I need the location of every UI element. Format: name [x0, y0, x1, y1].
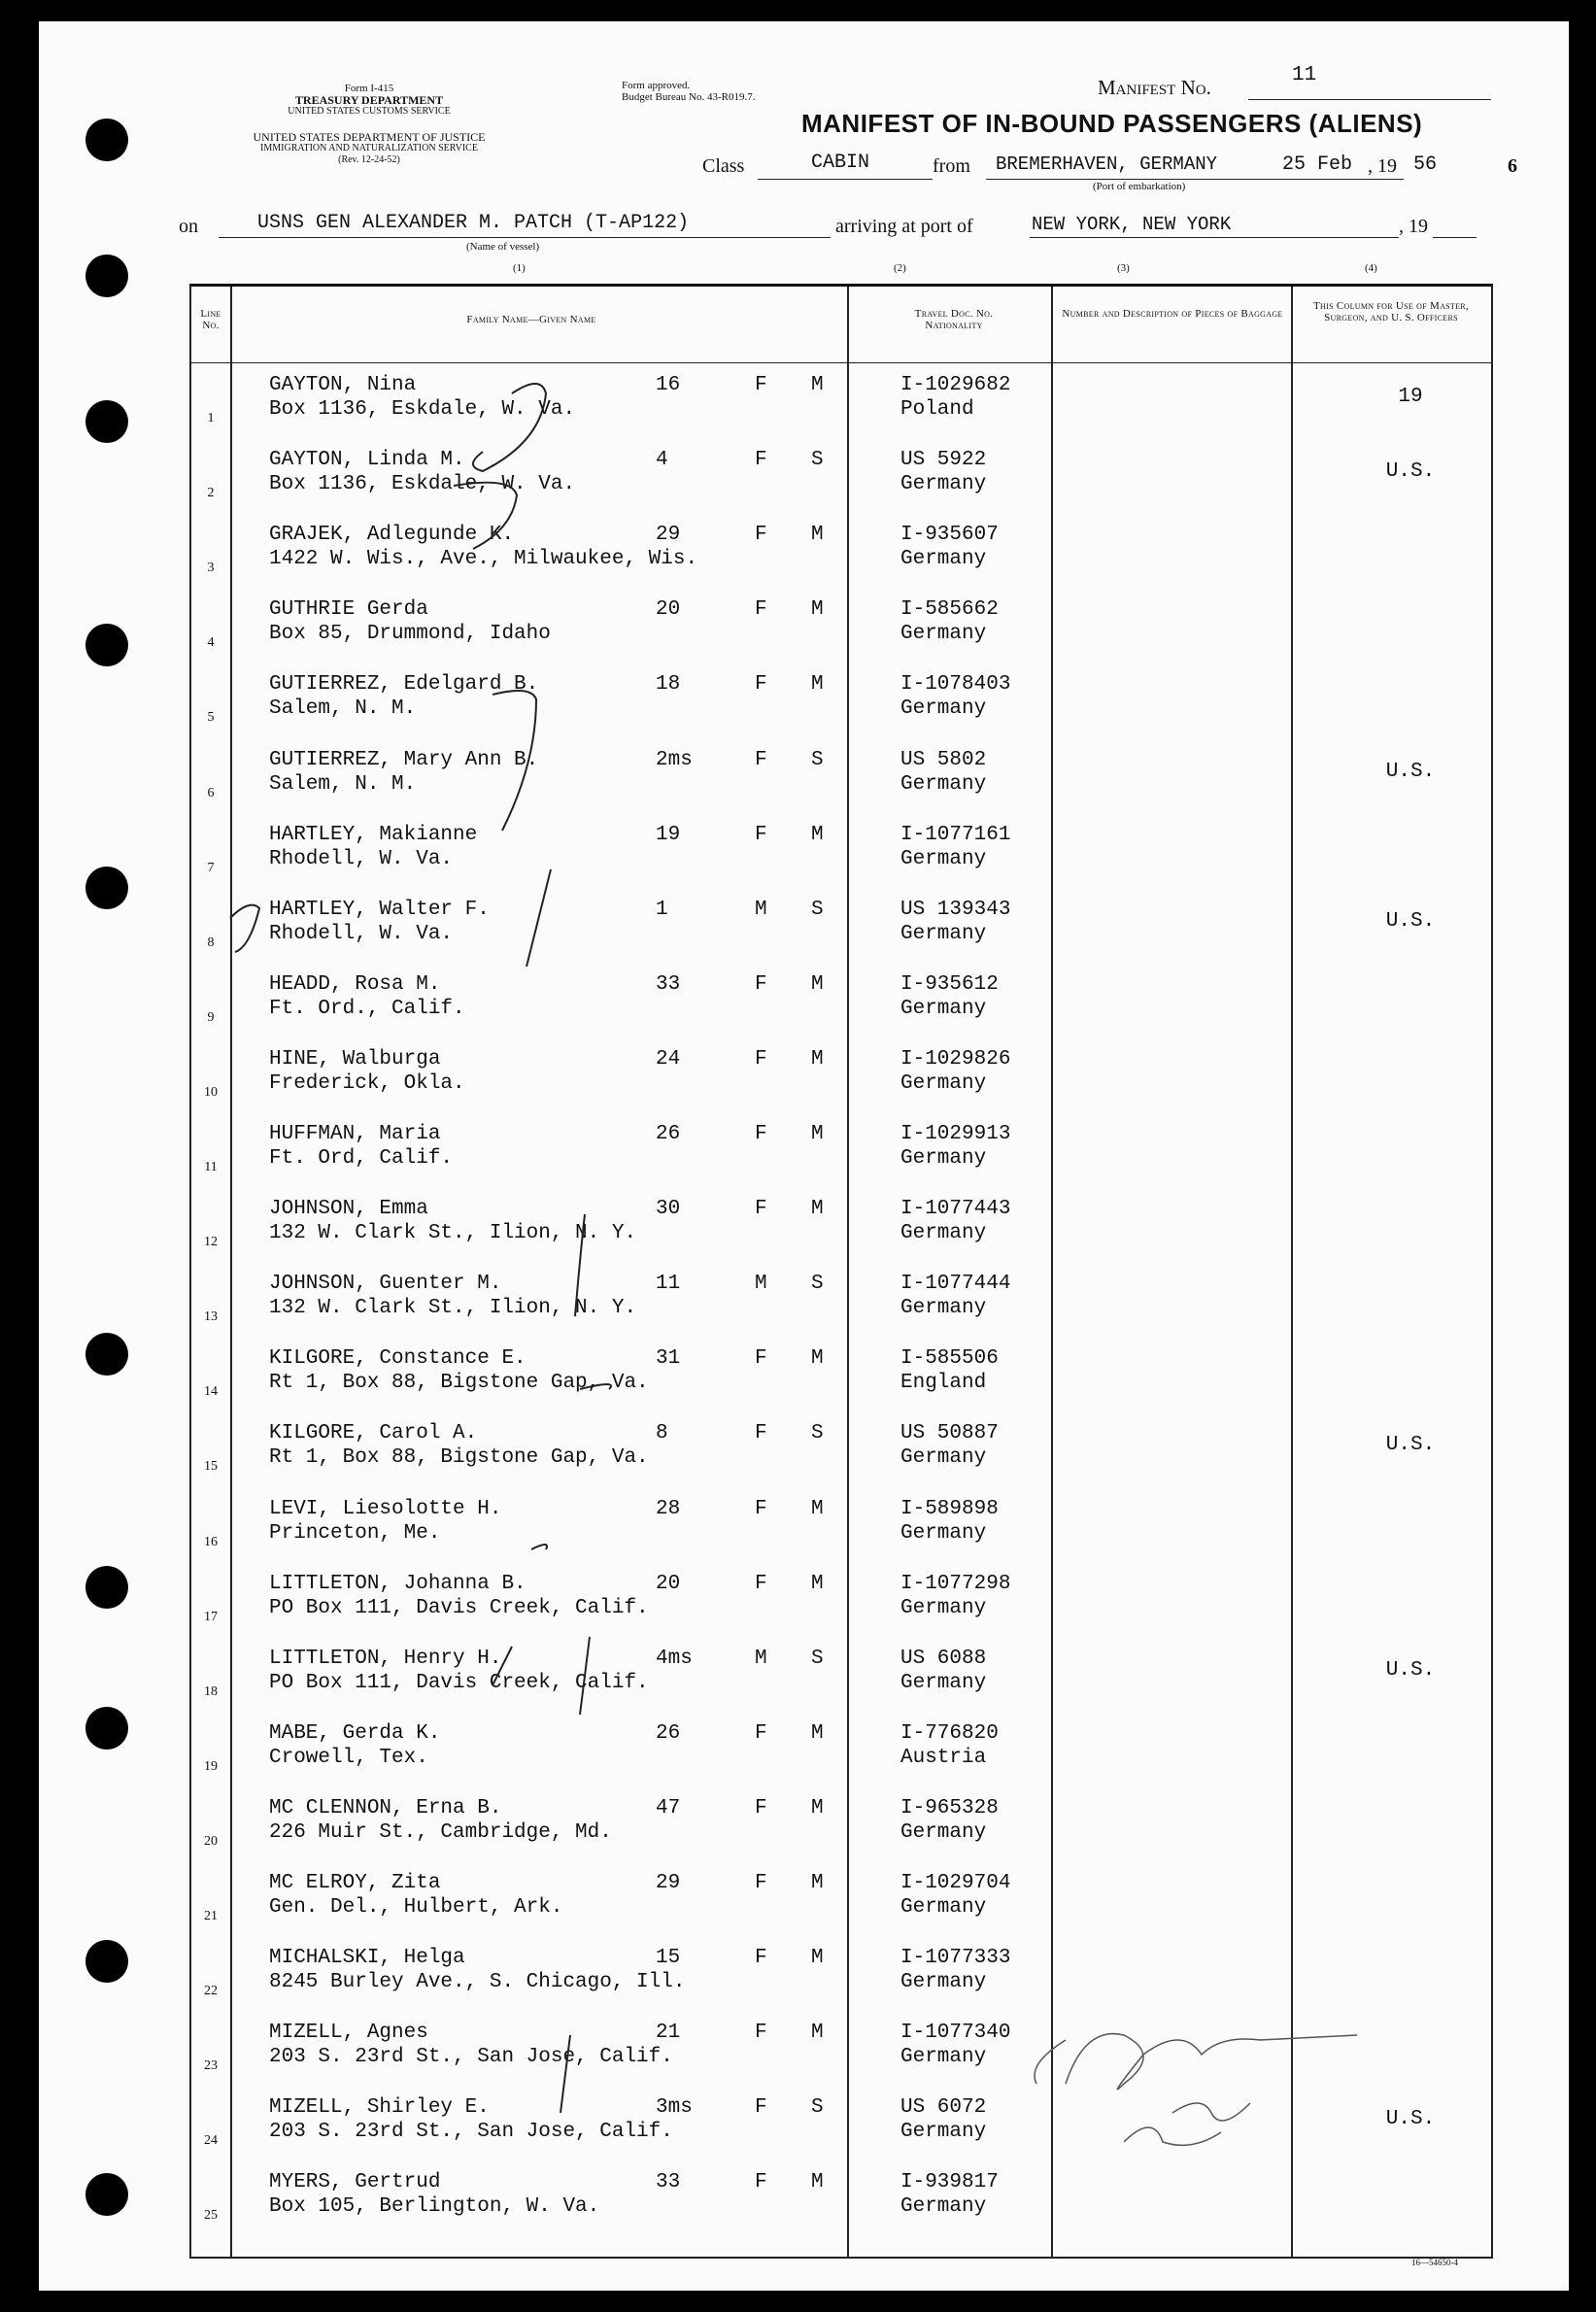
passenger-age: 3ms — [656, 2096, 693, 2120]
date-value: 25 Feb — [1282, 153, 1353, 176]
nationality: Germany — [900, 1147, 987, 1170]
table-row — [191, 1935, 1491, 2010]
passenger-marital-status: M — [811, 1198, 824, 1221]
line-number: 12 — [204, 1235, 218, 1250]
table-row — [191, 1261, 1491, 1336]
passenger-age: 47 — [656, 1796, 681, 1819]
passenger-sex: M — [755, 1647, 767, 1670]
punch-hole — [85, 400, 128, 443]
table-row — [191, 587, 1491, 662]
line-number: 19 — [204, 1758, 218, 1774]
nationality: Germany — [900, 1222, 987, 1245]
passenger-marital-status: M — [811, 823, 824, 846]
line-number: 13 — [204, 1309, 218, 1325]
passenger-age: 26 — [656, 1721, 681, 1745]
passenger-address: PO Box 111, Davis Creek, Calif. — [269, 1596, 649, 1619]
passenger-age: 21 — [656, 2022, 681, 2045]
revision-date: (Rev. 12-24-52) — [338, 154, 400, 165]
arriving-year-label: , 19 — [1399, 216, 1428, 237]
travel-doc-number: US 5922 — [900, 449, 987, 472]
nationality: Germany — [900, 548, 987, 571]
travel-doc-number: I-939817 — [900, 2171, 999, 2194]
line-number: 14 — [204, 1384, 218, 1400]
table-row — [191, 1785, 1491, 1860]
passenger-sex: F — [755, 374, 767, 396]
travel-doc-number: US 6072 — [900, 2096, 987, 2120]
travel-doc-number: US 139343 — [900, 898, 1011, 921]
arriving-line — [1030, 237, 1399, 238]
passenger-sex: F — [755, 524, 767, 547]
passenger-sex: F — [755, 673, 767, 697]
passenger-age: 33 — [656, 2171, 681, 2194]
passenger-sex: F — [755, 1198, 767, 1221]
table-row — [191, 962, 1491, 1037]
passenger-marital-status: S — [811, 2096, 824, 2120]
passenger-address: Rhodell, W. Va. — [269, 847, 454, 870]
passenger-age: 15 — [656, 1947, 681, 1970]
travel-doc-number: I-1077340 — [900, 2022, 1011, 2045]
passenger-sex: F — [755, 2022, 767, 2045]
justice-dept: UNITED STATES DEPARTMENT OF JUSTICE — [253, 130, 486, 144]
manifest-no-value: 11 — [1292, 64, 1317, 86]
travel-doc-number: I-1077333 — [900, 1947, 1011, 1970]
line-number: 21 — [204, 1909, 218, 1923]
customs-service: UNITED STATES CUSTOMS SERVICE — [288, 106, 451, 117]
print-code: 16—54650-4 — [1411, 2258, 1458, 2267]
passenger-name: LITTLETON, Johanna B. — [269, 1572, 526, 1595]
col-num-4: (4) — [1365, 262, 1377, 274]
table-row — [191, 1336, 1491, 1411]
passenger-name: GUTIERREZ, Mary Ann B. — [269, 748, 539, 771]
table-row — [191, 737, 1491, 812]
passenger-age: 30 — [656, 1198, 681, 1221]
passenger-age: 8 — [656, 1422, 668, 1445]
from-line — [986, 179, 1404, 180]
budget-bureau: Budget Bureau No. 43-R019.7. — [622, 91, 756, 103]
passenger-sex: F — [755, 1422, 767, 1445]
nationality: Germany — [900, 772, 987, 796]
passenger-address: Box 85, Drummond, Idaho — [269, 623, 551, 646]
travel-doc-number: I-1029682 — [900, 374, 1011, 396]
header-name: Family Name—Given Name — [466, 314, 596, 325]
table-row — [191, 1111, 1491, 1186]
passenger-sex: F — [755, 598, 767, 622]
passenger-marital-status: S — [811, 898, 824, 921]
nationality: Germany — [900, 623, 987, 646]
passenger-name: HUFFMAN, Maria — [269, 1123, 441, 1145]
passenger-address: Ft. Ord, Calif. — [269, 1147, 454, 1170]
line-number: 24 — [204, 2133, 218, 2149]
travel-doc-number: I-1077298 — [900, 1572, 1011, 1595]
passenger-address: PO Box 111, Davis Creek, Calif. — [269, 1671, 649, 1694]
nationality: Germany — [900, 1971, 987, 1994]
vessel-value: USNS GEN ALEXANDER M. PATCH (T-AP122) — [257, 212, 690, 234]
officer-note: U.S. — [1385, 460, 1436, 484]
line-number: 3 — [207, 561, 215, 576]
passenger-address: 132 W. Clark St., Ilion, N. Y. — [269, 1297, 637, 1320]
passenger-marital-status: M — [811, 524, 824, 547]
passenger-age: 11 — [656, 1273, 681, 1296]
travel-doc-number: I-1077444 — [900, 1273, 1011, 1296]
nationality: Germany — [900, 2195, 987, 2219]
passenger-age: 20 — [656, 598, 681, 622]
passenger-name: MC ELROY, Zita — [269, 1872, 441, 1894]
travel-doc-number: I-1029913 — [900, 1123, 1011, 1145]
passenger-sex: F — [755, 1347, 767, 1371]
travel-doc-number: I-935607 — [900, 524, 999, 547]
passenger-address: Ft. Ord., Calif. — [269, 997, 465, 1020]
nationality: Germany — [900, 1896, 987, 1919]
passenger-marital-status: S — [811, 1647, 824, 1670]
passenger-age: 26 — [656, 1123, 681, 1145]
passenger-address: Frederick, Okla. — [269, 1071, 465, 1095]
passenger-name: MYERS, Gertrud — [269, 2171, 441, 2194]
punch-hole — [85, 624, 128, 666]
nationality: Germany — [900, 997, 987, 1020]
passenger-sex: F — [755, 1572, 767, 1595]
table-row — [191, 812, 1491, 887]
passenger-name: GUTIERREZ, Edelgard B. — [269, 673, 539, 697]
passenger-name: KILGORE, Carol A. — [269, 1422, 478, 1445]
officer-note: U.S. — [1385, 1658, 1436, 1682]
passenger-address: Box 105, Berlington, W. Va. — [269, 2195, 600, 2219]
nationality: Germany — [900, 1596, 987, 1619]
officer-note: U.S. — [1385, 1434, 1436, 1457]
line-number: 8 — [207, 935, 215, 950]
line-number: 10 — [204, 1084, 218, 1100]
line-number: 7 — [207, 860, 215, 875]
table-row — [191, 2010, 1491, 2085]
port-embark-caption: (Port of embarkation) — [1093, 181, 1186, 192]
arriving-value: NEW YORK, NEW YORK — [1032, 214, 1232, 235]
passenger-marital-status: S — [811, 1422, 824, 1445]
vessel-line — [219, 237, 831, 238]
passenger-age: 29 — [656, 524, 681, 547]
passenger-marital-status: M — [811, 1572, 824, 1595]
passenger-name: JOHNSON, Emma — [269, 1198, 428, 1221]
line-number: 1 — [207, 411, 215, 425]
on-label: on — [179, 216, 198, 237]
passenger-age: 31 — [656, 1347, 681, 1371]
line-number: 23 — [204, 2058, 218, 2074]
page-title: MANIFEST OF IN-BOUND PASSENGERS (ALIENS) — [801, 109, 1423, 138]
table-row — [191, 662, 1491, 736]
passenger-address: Rt 1, Box 88, Bigstone Gap, Va. — [269, 1446, 649, 1470]
table-row — [191, 1411, 1491, 1485]
from-label: from — [933, 155, 970, 177]
passenger-name: HINE, Walburga — [269, 1047, 441, 1071]
passenger-age: 29 — [656, 1872, 681, 1894]
passenger-marital-status: S — [811, 449, 824, 472]
passenger-name: JOHNSON, Guenter M. — [269, 1273, 502, 1296]
passenger-name: MICHALSKI, Helga — [269, 1947, 465, 1970]
arriving-label: arriving at port of — [835, 216, 973, 237]
line-number: 5 — [207, 710, 215, 726]
passenger-marital-status: M — [811, 1497, 824, 1520]
punch-hole — [85, 119, 128, 161]
ins-service: IMMIGRATION AND NATURALIZATION SERVICE — [260, 143, 478, 153]
passenger-sex: F — [755, 1796, 767, 1819]
passenger-marital-status: M — [811, 1347, 824, 1371]
punch-hole — [85, 1707, 128, 1750]
line-number: 22 — [204, 1984, 218, 1999]
nationality: Germany — [900, 1820, 987, 1844]
class-line — [758, 179, 933, 180]
passenger-name: HEADD, Rosa M. — [269, 972, 441, 996]
punch-hole — [85, 1566, 128, 1609]
passenger-sex: M — [755, 1273, 767, 1296]
table-row — [191, 1636, 1491, 1711]
treasury-dept: TREASURY DEPARTMENT — [294, 93, 444, 107]
passenger-age: 24 — [656, 1047, 681, 1071]
passenger-name: GUTHRIE Gerda — [269, 598, 428, 622]
travel-doc-number: I-585662 — [900, 598, 999, 622]
passenger-name: MIZELL, Agnes — [269, 2022, 428, 2045]
passenger-age: 1 — [656, 898, 668, 921]
from-value: BREMERHAVEN, GERMANY — [996, 153, 1218, 175]
passenger-address: Crowell, Tex. — [269, 1746, 428, 1769]
passenger-sex: F — [755, 972, 767, 996]
passenger-address: 203 S. 23rd St., San Jose, Calif. — [269, 2046, 673, 2069]
table-row — [191, 1561, 1491, 1636]
nationality: Germany — [900, 1521, 987, 1545]
passenger-age: 18 — [656, 673, 681, 697]
passenger-address: 1422 W. Wis., Ave., Milwaukee, Wis. — [269, 548, 698, 571]
passenger-name: HARTLEY, Makianne — [269, 823, 478, 846]
passenger-marital-status: M — [811, 1047, 824, 1071]
passenger-sex: F — [755, 449, 767, 472]
nationality: Germany — [900, 2121, 987, 2144]
passenger-marital-status: M — [811, 1796, 824, 1819]
passenger-age: 28 — [656, 1497, 681, 1520]
passenger-sex: F — [755, 1872, 767, 1894]
class-value: CABIN — [811, 152, 870, 174]
table-row — [191, 1711, 1491, 1785]
passenger-address: Princeton, Me. — [269, 1521, 441, 1545]
passenger-address: 8245 Burley Ave., S. Chicago, Ill. — [269, 1971, 686, 1994]
passenger-address: Salem, N. M. — [269, 697, 417, 721]
table-row — [191, 437, 1491, 512]
line-number: 6 — [207, 785, 215, 800]
travel-doc-number: I-1029704 — [900, 1872, 1011, 1894]
passenger-sex: F — [755, 1497, 767, 1520]
line-number: 2 — [207, 486, 215, 501]
officer-note: U.S. — [1385, 760, 1436, 783]
passenger-marital-status: M — [811, 1123, 824, 1145]
punch-hole — [85, 1333, 128, 1376]
passenger-marital-status: M — [811, 1872, 824, 1894]
passenger-name: MABE, Gerda K. — [269, 1721, 441, 1745]
manifest-page — [39, 21, 1569, 2291]
line-number: 4 — [207, 635, 215, 651]
table-row — [191, 1860, 1491, 1935]
class-label: Class — [702, 155, 745, 177]
header-baggage: Number and Description of Pieces of Baggage — [1062, 308, 1283, 320]
col-num-3: (3) — [1117, 262, 1130, 274]
table-row — [191, 2085, 1491, 2159]
nationality: Germany — [900, 1446, 987, 1470]
nationality: Poland — [900, 398, 974, 421]
col-num-2: (2) — [894, 262, 906, 274]
nationality: Germany — [900, 697, 987, 721]
form-approved: Form approved. — [622, 80, 691, 91]
passenger-marital-status: M — [811, 1947, 824, 1970]
nationality: Austria — [900, 1746, 987, 1769]
passenger-address: 132 W. Clark St., Ilion, N. Y. — [269, 1222, 637, 1245]
nationality: Germany — [900, 847, 987, 870]
table-row — [191, 512, 1491, 587]
passenger-marital-status: M — [811, 374, 824, 396]
arriving-year-line — [1433, 237, 1477, 238]
passenger-age: 16 — [656, 374, 681, 396]
passenger-sex: F — [755, 1123, 767, 1145]
vessel-caption: (Name of vessel) — [466, 241, 540, 253]
table-row — [191, 887, 1491, 962]
nationality: Germany — [900, 1671, 987, 1694]
travel-doc-number: I-589898 — [900, 1497, 999, 1520]
passenger-sex: F — [755, 2096, 767, 2120]
passenger-age: 33 — [656, 972, 681, 996]
passenger-address: Salem, N. M. — [269, 772, 417, 796]
passenger-marital-status: M — [811, 972, 824, 996]
col-num-1: (1) — [513, 262, 526, 274]
passenger-address: 203 S. 23rd St., San Jose, Calif. — [269, 2121, 673, 2144]
officer-note: U.S. — [1385, 2108, 1436, 2131]
nationality: Germany — [900, 1071, 987, 1095]
passenger-sex: F — [755, 1721, 767, 1745]
passenger-name: KILGORE, Constance E. — [269, 1347, 526, 1371]
passenger-age: 2ms — [656, 748, 693, 771]
form-number: Form I-415 — [344, 83, 394, 94]
passenger-age: 20 — [656, 1572, 681, 1595]
line-number: 17 — [204, 1609, 218, 1624]
passenger-address: Box 1136, Eskdale, W. Va. — [269, 473, 576, 496]
travel-doc-number: I-1077161 — [900, 823, 1011, 846]
passenger-sex: M — [755, 898, 767, 921]
manifest-no-line — [1248, 99, 1491, 100]
nationality: Germany — [900, 473, 987, 496]
nationality: England — [900, 1372, 987, 1395]
passenger-name: MC CLENNON, Erna B. — [269, 1796, 502, 1819]
travel-doc-number: I-965328 — [900, 1796, 999, 1819]
header-line-no: Line No. — [200, 308, 221, 331]
table-row — [191, 1186, 1491, 1261]
side-number: 6 — [1508, 155, 1517, 177]
passenger-name: LEVI, Liesolotte H. — [269, 1497, 502, 1520]
line-number: 20 — [204, 1833, 218, 1849]
line-number: 11 — [204, 1160, 218, 1174]
passenger-address: 226 Muir St., Cambridge, Md. — [269, 1820, 612, 1844]
year-sep: , 19 — [1368, 155, 1397, 177]
passenger-name: GRAJEK, Adlegunde K. — [269, 524, 515, 547]
passenger-marital-status: M — [811, 1721, 824, 1745]
passenger-table — [189, 284, 1493, 2259]
travel-doc-number: I-1078403 — [900, 673, 1011, 697]
table-row — [191, 1486, 1491, 1561]
passenger-marital-status: M — [811, 598, 824, 622]
passenger-name: HARTLEY, Walter F. — [269, 898, 490, 921]
punch-hole — [85, 1940, 128, 1983]
passenger-marital-status: S — [811, 748, 824, 771]
officer-note: U.S. — [1385, 909, 1436, 933]
punch-hole — [85, 255, 128, 297]
passenger-address: Box 1136, Eskdale, W. Va. — [269, 398, 576, 421]
passenger-address: Rhodell, W. Va. — [269, 922, 454, 945]
passenger-age: 19 — [656, 823, 681, 846]
line-number: 25 — [204, 2208, 218, 2224]
punch-hole — [85, 2173, 128, 2216]
line-number: 9 — [207, 1009, 215, 1025]
line-number: 15 — [204, 1459, 218, 1475]
travel-doc-number: I-776820 — [900, 1721, 999, 1745]
line-number: 18 — [204, 1683, 218, 1699]
travel-doc-number: US 50887 — [900, 1422, 999, 1445]
nationality: Germany — [900, 2046, 987, 2069]
passenger-marital-status: M — [811, 673, 824, 697]
passenger-marital-status: M — [811, 2171, 824, 2194]
passenger-address: Gen. Del., Hulbert, Ark. — [269, 1896, 563, 1919]
nationality: Germany — [900, 922, 987, 945]
travel-doc-number: US 5802 — [900, 748, 987, 771]
nationality: Germany — [900, 1297, 987, 1320]
passenger-name: MIZELL, Shirley E. — [269, 2096, 490, 2120]
passenger-sex: F — [755, 748, 767, 771]
line-number: 16 — [204, 1534, 218, 1549]
travel-doc-number: I-585506 — [900, 1347, 999, 1371]
passenger-name: LITTLETON, Henry H. — [269, 1647, 502, 1670]
passenger-age: 4 — [656, 449, 668, 472]
passenger-age: 4ms — [656, 1647, 693, 1670]
passenger-sex: F — [755, 1047, 767, 1071]
manifest-no-label: Manifest No. — [1098, 76, 1211, 99]
travel-doc-number: I-1077443 — [900, 1198, 1011, 1221]
table-row — [191, 2159, 1491, 2234]
header-officers: This Column for Use of Master, Surgeon, and U. S. Officers — [1313, 300, 1469, 323]
passenger-sex: F — [755, 823, 767, 846]
passenger-marital-status: M — [811, 2022, 824, 2045]
passenger-sex: F — [755, 2171, 767, 2194]
table-row — [191, 362, 1491, 437]
passenger-address: Rt 1, Box 88, Bigstone Gap, Va. — [269, 1372, 649, 1395]
year-value: 56 — [1413, 153, 1438, 176]
travel-doc-number: I-935612 — [900, 972, 999, 996]
table-row — [191, 1037, 1491, 1111]
passenger-name: GAYTON, Linda M. — [269, 449, 465, 472]
header-travel-doc: Travel Doc. No. Nationality — [914, 308, 994, 331]
passenger-name: GAYTON, Nina — [269, 374, 417, 396]
passenger-sex: F — [755, 1947, 767, 1970]
punch-hole — [85, 867, 128, 909]
travel-doc-number: I-1029826 — [900, 1047, 1011, 1071]
officer-note: 19 — [1398, 386, 1423, 408]
travel-doc-number: US 6088 — [900, 1647, 987, 1670]
passenger-marital-status: S — [811, 1273, 824, 1296]
